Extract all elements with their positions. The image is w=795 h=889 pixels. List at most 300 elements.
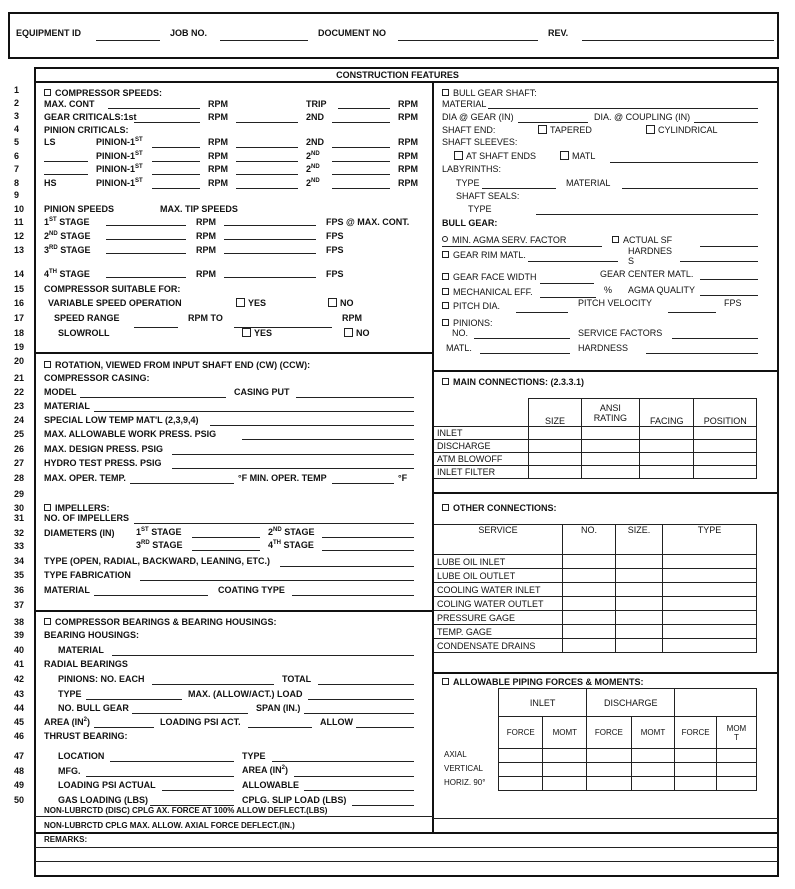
pinion-2nd-pre[interactable] <box>236 147 298 148</box>
gear-rim-label: GEAR RIM MATL. <box>442 250 526 260</box>
gas-loading-label: GAS LOADING (LBS) <box>58 795 148 805</box>
col-position: POSITION <box>694 399 757 427</box>
speed-range-label: SPEED RANGE <box>54 313 120 323</box>
main-conn-cell[interactable] <box>581 466 639 479</box>
col-size: SIZE <box>529 399 581 427</box>
rpm-label: RPM <box>398 178 418 188</box>
other-conn-row <box>434 597 757 611</box>
max-cont-label: MAX. CONT <box>44 99 95 109</box>
piping-sub-header: FORCE <box>675 717 717 749</box>
col-service: SERVICE <box>434 525 563 555</box>
radial-type-field[interactable] <box>86 699 182 700</box>
face-width-label: GEAR FACE WIDTH <box>442 272 537 282</box>
piping-cell[interactable] <box>587 749 631 763</box>
pinion-1st-field[interactable] <box>152 188 200 189</box>
line-number: 41 <box>14 659 25 669</box>
main-conn-cell[interactable] <box>694 440 757 453</box>
checkbox-icon <box>560 151 569 160</box>
max-design-label: MAX. DESIGN PRESS. PSIG <box>44 444 164 454</box>
labyrinth-type-label: TYPE <box>456 178 480 188</box>
left-divider-1 <box>35 352 433 354</box>
piping-row-label: VERTICAL <box>444 764 483 773</box>
other-conn-cell[interactable] <box>616 583 663 597</box>
other-conn-row <box>434 555 757 569</box>
other-conn-cell[interactable] <box>616 569 663 583</box>
stage-label: 4TH STAGE <box>44 269 90 279</box>
piping-row-label: HORIZ. 90° <box>444 778 486 787</box>
face-width-field[interactable] <box>540 283 594 284</box>
type-fabrication-field[interactable] <box>140 580 414 581</box>
rpm-label: RPM <box>398 151 418 161</box>
max-oper-temp-field[interactable] <box>130 483 234 484</box>
hydro-test-field[interactable] <box>172 468 414 469</box>
actual-sf-field[interactable] <box>700 246 758 247</box>
bull-gear-heading: BULL GEAR SHAFT: <box>442 88 537 98</box>
group-inlet: INLET <box>499 689 587 717</box>
stage-tip-field[interactable] <box>224 239 316 240</box>
checkbox-icon <box>538 125 547 134</box>
other-conn-cell[interactable] <box>663 569 757 583</box>
slowroll-yes[interactable]: YES <box>242 328 272 338</box>
piping-cell[interactable] <box>499 749 543 763</box>
diameters-label: DIAMETERS (IN) <box>44 528 115 538</box>
pinion-matl-label: MATL. <box>446 343 472 353</box>
piping-cell[interactable] <box>716 777 756 791</box>
impeller-type-label: TYPE (OPEN, RADIAL, BACKWARD, LEANING, ETC.) <box>44 556 271 566</box>
job-no-field[interactable] <box>220 40 308 41</box>
pinion-2nd-pre[interactable] <box>236 188 298 189</box>
line-number: 30 <box>14 503 25 513</box>
line-number: 15 <box>14 284 25 294</box>
special-low-temp-field[interactable] <box>210 425 414 426</box>
rev-field[interactable] <box>582 40 774 41</box>
tapered-option[interactable]: TAPERED <box>538 125 592 135</box>
line-number: 21 <box>14 373 25 383</box>
seal-type-label: TYPE <box>468 204 492 214</box>
other-conn-cell[interactable] <box>616 555 663 569</box>
pinion-criticals-label: PINION CRITICALS: <box>44 125 129 135</box>
pinion-2nd-field[interactable] <box>332 161 390 162</box>
main-conn-service: ATM BLOWOFF <box>434 453 529 466</box>
loading-psi-act-field[interactable] <box>248 727 312 728</box>
pinions-no-each-label: PINIONS: NO. EACH <box>58 674 145 684</box>
piping-cell[interactable] <box>675 763 717 777</box>
no-bull-gear-label: NO. BULL GEAR <box>58 703 129 713</box>
gear-critical-2nd-pre[interactable] <box>236 122 298 123</box>
checkbox-icon <box>328 298 337 307</box>
pinion-matl-field[interactable] <box>480 353 570 354</box>
hardness-s-label: S <box>628 256 635 266</box>
total-label: TOTAL <box>282 674 312 684</box>
piping-cell[interactable] <box>675 777 717 791</box>
piping-cell[interactable] <box>631 763 675 777</box>
percent-label: % <box>604 285 613 295</box>
dia-2nd-stage-label: 2ND STAGE <box>268 527 315 537</box>
other-conn-cell[interactable] <box>663 555 757 569</box>
special-low-temp-label: SPECIAL LOW TEMP MAT'L (2,3,9,4) <box>44 415 199 425</box>
stage-label: 2ND STAGE <box>44 231 91 241</box>
other-conn-cell[interactable] <box>616 611 663 625</box>
other-conn-cell[interactable] <box>563 555 616 569</box>
line-number: 24 <box>14 415 25 425</box>
other-conn-cell[interactable] <box>663 639 757 653</box>
rpm-label: RPM <box>196 231 216 241</box>
allowable-label: ALLOWABLE <box>242 780 299 790</box>
center-matl-label: GEAR CENTER MATL. <box>600 269 694 279</box>
other-conn-cell[interactable] <box>616 639 663 653</box>
main-conn-cell[interactable] <box>640 440 694 453</box>
impeller-material-label: MATERIAL <box>44 585 90 595</box>
pinions-no-label: NO. <box>452 328 469 338</box>
pinion-1st-label: PINION-1ST <box>96 151 143 161</box>
line-number: 12 <box>14 231 25 241</box>
loading-psi-actual-label: LOADING PSI ACTUAL <box>58 780 156 790</box>
blank-header-cell <box>434 399 529 427</box>
line-number: 26 <box>14 444 25 454</box>
pinion-1st-label: PINION-1ST <box>96 137 143 147</box>
cplg-slip-label: CPLG. SLIP LOAD (LBS) <box>242 795 347 805</box>
rpm-label: RPM <box>342 313 362 323</box>
pinion-1st-label: PINION-1ST <box>96 164 143 174</box>
main-conn-cell[interactable] <box>581 427 639 440</box>
pitch-velocity-field[interactable] <box>668 312 716 313</box>
main-conn-cell[interactable] <box>640 427 694 440</box>
max-design-field[interactable] <box>172 454 414 455</box>
service-factors-field[interactable] <box>672 338 758 339</box>
dia-coupling-label: DIA. @ COUPLING (IN) <box>594 112 691 122</box>
impeller-material-field[interactable] <box>94 595 208 596</box>
main-conn-cell[interactable] <box>529 440 581 453</box>
pinion-2nd-field[interactable] <box>332 188 390 189</box>
agma-quality-label: AGMA QUALITY <box>628 285 696 295</box>
stage-speed-field[interactable] <box>106 277 186 278</box>
other-conn-cell[interactable] <box>563 583 616 597</box>
main-conn-cell[interactable] <box>640 453 694 466</box>
other-conn-cell[interactable] <box>663 583 757 597</box>
bull-material-label: MATERIAL <box>442 99 487 109</box>
other-conn-service: TEMP. GAGE <box>434 625 563 639</box>
piping-cell[interactable] <box>499 777 543 791</box>
casing-material-field[interactable] <box>94 411 414 412</box>
main-conn-cell[interactable] <box>581 453 639 466</box>
main-connections-table <box>434 398 757 479</box>
speed-range-from-field[interactable] <box>134 327 178 328</box>
other-conn-cell[interactable] <box>663 597 757 611</box>
pitch-fps-label: FPS <box>724 298 742 308</box>
other-conn-cell[interactable] <box>663 611 757 625</box>
line-number: 3 <box>14 111 20 121</box>
deg-f-label: °F <box>398 473 408 483</box>
impeller-type-field[interactable] <box>280 566 414 567</box>
piping-cell[interactable] <box>716 749 756 763</box>
other-conn-cell[interactable] <box>616 625 663 639</box>
area-label: AREA $(IN^2)$ <box>44 717 91 727</box>
line-number: 9 <box>14 190 20 200</box>
seal-type-field[interactable] <box>536 214 758 215</box>
dia-4th-stage-field[interactable] <box>322 550 414 551</box>
cplg-slip-field[interactable] <box>352 805 414 806</box>
gear-critical-1st-field[interactable] <box>134 122 200 123</box>
fps-label: FPS <box>326 245 344 255</box>
stage-label: 3RD STAGE <box>44 245 91 255</box>
allow-label: ALLOW <box>320 717 353 727</box>
main-conn-service: INLET FILTER <box>434 466 529 479</box>
checkbox-icon <box>646 125 655 134</box>
piping-row <box>499 777 757 791</box>
mfg-field[interactable] <box>86 776 234 777</box>
span-label: SPAN (IN.) <box>256 703 301 713</box>
bearings-heading: COMPRESSOR BEARINGS & BEARING HOUSINGS: <box>44 617 277 627</box>
loading-psi-act-label: LOADING PSI ACT. <box>160 717 241 727</box>
dia-2nd-stage-field[interactable] <box>322 537 414 538</box>
pinion-2nd-field[interactable] <box>332 174 390 175</box>
main-conn-row <box>434 466 757 479</box>
other-connections-table <box>434 524 757 653</box>
slowroll-label: SLOWROLL <box>58 328 110 338</box>
stage-tip-field[interactable] <box>224 225 316 226</box>
span-field[interactable] <box>304 713 414 714</box>
other-conn-cell[interactable] <box>563 569 616 583</box>
other-conn-cell[interactable] <box>616 597 663 611</box>
rpm-label: RPM <box>208 112 228 122</box>
other-conn-cell[interactable] <box>663 625 757 639</box>
stage-tip-field[interactable] <box>224 253 316 254</box>
min-agma-field[interactable] <box>442 246 602 247</box>
hardness-label: HARDNES <box>628 246 673 256</box>
matl-option[interactable]: MATL <box>560 151 595 161</box>
sleeve-matl-field[interactable] <box>610 162 758 163</box>
pinion-2nd-pre[interactable] <box>236 161 298 162</box>
max-cont-field[interactable] <box>108 108 200 109</box>
pinions-no-each-field[interactable] <box>152 684 274 685</box>
casing-put-field[interactable] <box>296 397 414 398</box>
actual-sf-label: ACTUAL SF <box>612 235 672 245</box>
service-factors-label: SERVICE FACTORS <box>578 328 663 338</box>
hydro-test-label: HYDRO TEST PRESS. PSIG <box>44 458 162 468</box>
labyrinth-type-field[interactable] <box>482 188 556 189</box>
line-number: 8 <box>14 178 20 188</box>
location-field[interactable] <box>110 761 234 762</box>
non-lubr-disc-label: NON-LUBRCTD (DISC) CPLG AX. FORCE AT 100% ALLOW DEFLECT.(LBS) <box>44 806 328 815</box>
thrust-type-field[interactable] <box>272 761 414 762</box>
line-number: 18 <box>14 328 25 338</box>
header-box <box>8 12 779 59</box>
line-number: 17 <box>14 313 25 323</box>
main-conn-cell[interactable] <box>694 466 757 479</box>
other-conn-row <box>434 611 757 625</box>
fps-label: FPS <box>326 269 344 279</box>
dia-3rd-stage-field[interactable] <box>192 550 260 551</box>
allowable-field[interactable] <box>304 790 414 791</box>
stage-speed-field[interactable] <box>106 225 186 226</box>
piping-sub-header: MOMT <box>631 717 675 749</box>
remarks-line-2[interactable] <box>35 861 778 862</box>
rpm-to-label: RPM TO <box>188 313 223 323</box>
main-conn-cell[interactable] <box>640 466 694 479</box>
cylindrical-option[interactable]: CYLINDRICAL <box>646 125 718 135</box>
max-tip-speeds-label: MAX. TIP SPEEDS <box>160 204 238 214</box>
line-number: 37 <box>14 600 25 610</box>
line-number: 27 <box>14 458 25 468</box>
line-number: 42 <box>14 674 25 684</box>
max-allow-load-field[interactable] <box>308 699 414 700</box>
line-number: 49 <box>14 780 25 790</box>
dia-3rd-stage-label: 3RD STAGE <box>136 540 183 550</box>
piping-cell[interactable] <box>631 777 675 791</box>
pinion-hardness-field[interactable] <box>646 353 758 354</box>
pinion-2nd-label: 2ND <box>306 164 320 174</box>
stage-speed-field[interactable] <box>106 253 186 254</box>
other-conn-row <box>434 625 757 639</box>
allow-field[interactable] <box>356 727 414 728</box>
impellers-heading: IMPELLERS: <box>44 503 110 513</box>
type-fabrication-label: TYPE FABRICATION <box>44 570 131 580</box>
radial-type-label: TYPE <box>58 689 82 699</box>
checkbox-icon <box>236 298 245 307</box>
piping-cell[interactable] <box>499 763 543 777</box>
variable-speed-no[interactable]: NO <box>328 298 354 308</box>
piping-cell[interactable] <box>543 777 587 791</box>
remarks-label: REMARKS: <box>44 835 88 844</box>
pinion-row-blank[interactable] <box>44 174 88 175</box>
no-of-impellers-field[interactable] <box>134 523 414 524</box>
pinion-row-label: HS <box>44 178 57 188</box>
pitch-dia-field[interactable] <box>516 312 568 313</box>
other-conn-cell[interactable] <box>563 625 616 639</box>
line-number: 39 <box>14 630 25 640</box>
remarks-line-1[interactable] <box>35 847 778 848</box>
main-conn-row <box>434 427 757 440</box>
pinion-row-label: LS <box>44 137 56 147</box>
document-no-field[interactable] <box>398 40 538 41</box>
other-conn-cell[interactable] <box>563 597 616 611</box>
pinion-2nd-field[interactable] <box>332 147 390 148</box>
line-number: 25 <box>14 429 25 439</box>
dia-coupling-field[interactable] <box>694 122 758 123</box>
model-label: MODEL <box>44 387 77 397</box>
coating-type-field[interactable] <box>292 595 414 596</box>
main-conn-cell[interactable] <box>694 427 757 440</box>
pinion-1st-field[interactable] <box>152 147 200 148</box>
pinion-1st-field[interactable] <box>152 174 200 175</box>
total-field[interactable] <box>318 684 414 685</box>
piping-row <box>499 749 757 763</box>
checkbox-icon <box>454 151 463 160</box>
rpm-label: RPM <box>208 99 228 109</box>
dia-gear-field[interactable] <box>518 122 588 123</box>
variable-speed-yes[interactable]: YES <box>236 298 266 308</box>
line-number: 43 <box>14 689 25 699</box>
min-oper-temp-label: °F MIN. OPER. TEMP <box>238 473 327 483</box>
document-no-label: DOCUMENT NO <box>318 28 386 38</box>
main-conn-cell[interactable] <box>529 453 581 466</box>
model-field[interactable] <box>80 397 226 398</box>
piping-cell[interactable] <box>587 763 631 777</box>
no-bull-gear-field[interactable] <box>132 713 248 714</box>
center-matl-field[interactable] <box>700 279 758 280</box>
piping-cell[interactable] <box>543 749 587 763</box>
main-conn-service: DISCHARGE <box>434 440 529 453</box>
piping-table <box>498 688 757 791</box>
piping-cell[interactable] <box>716 763 756 777</box>
thrust-area-field[interactable] <box>294 776 414 777</box>
trip-field[interactable] <box>338 108 390 109</box>
other-conn-cell[interactable] <box>563 639 616 653</box>
line-number: 10 <box>14 204 25 214</box>
max-allow-load-label: MAX. (ALLOW/ACT.) LOAD <box>188 689 303 699</box>
col-size: SIZE. <box>616 525 663 555</box>
max-allow-work-field[interactable] <box>242 439 414 440</box>
gear-rim-field[interactable] <box>528 261 618 262</box>
main-conn-cell[interactable] <box>529 466 581 479</box>
stage-tip-field[interactable] <box>224 277 316 278</box>
equipment-id-field[interactable] <box>96 40 160 41</box>
slowroll-no[interactable]: NO <box>344 328 370 338</box>
gear-critical-2nd-field[interactable] <box>332 122 390 123</box>
variable-speed-label: VARIABLE SPEED OPERATION <box>48 298 182 308</box>
pinion-2nd-pre[interactable] <box>236 174 298 175</box>
rpm-label: RPM <box>398 137 418 147</box>
line-number: 44 <box>14 703 25 713</box>
at-shaft-ends-option[interactable]: AT SHAFT ENDS <box>454 151 536 161</box>
line-number: 33 <box>14 541 25 551</box>
line-number: 16 <box>14 298 25 308</box>
trip-label: TRIP <box>306 99 327 109</box>
other-conn-row <box>434 569 757 583</box>
rpm-label: RPM <box>196 269 216 279</box>
loading-psi-actual-field[interactable] <box>162 790 234 791</box>
shaft-end-label: SHAFT END: <box>442 125 496 135</box>
casing-label: COMPRESSOR CASING: <box>44 373 150 383</box>
thrust-bearing-label: THRUST BEARING: <box>44 731 128 741</box>
pinions-no-field[interactable] <box>474 338 570 339</box>
main-conn-cell[interactable] <box>529 427 581 440</box>
hardness-field[interactable] <box>680 261 758 262</box>
col-type: TYPE <box>663 525 757 555</box>
line-number: 6 <box>14 151 20 161</box>
rev-label: REV. <box>548 28 569 38</box>
no-of-impellers-label: NO. OF IMPELLERS <box>44 513 130 523</box>
max-allow-work-label: MAX. ALLOWABLE WORK PRESS. PSIG <box>44 429 217 439</box>
agma-quality-field[interactable] <box>700 295 758 296</box>
main-conn-cell[interactable] <box>581 440 639 453</box>
area-field[interactable] <box>94 727 154 728</box>
housing-material-field[interactable] <box>112 655 414 656</box>
piping-cell[interactable] <box>587 777 631 791</box>
main-conn-cell[interactable] <box>694 453 757 466</box>
piping-sub-header: MOMT <box>543 717 587 749</box>
bull-material-field[interactable] <box>488 108 758 109</box>
main-conn-row <box>434 453 757 466</box>
dia-1st-stage-field[interactable] <box>192 537 260 538</box>
min-oper-temp-field[interactable] <box>332 483 394 484</box>
other-conn-service: CONDENSATE DRAINS <box>434 639 563 653</box>
pinion-1st-field[interactable] <box>152 161 200 162</box>
piping-cell[interactable] <box>543 763 587 777</box>
line-number: 14 <box>14 269 25 279</box>
labyrinth-material-field[interactable] <box>622 188 758 189</box>
piping-cell[interactable] <box>675 749 717 763</box>
other-conn-cell[interactable] <box>563 611 616 625</box>
rpm-label: RPM <box>398 164 418 174</box>
piping-cell[interactable] <box>631 749 675 763</box>
casing-put-label: CASING PUT <box>234 387 290 397</box>
labyrinths-label: LABYRINTHS: <box>442 164 502 174</box>
coating-type-label: COATING TYPE <box>218 585 285 595</box>
line-number: 29 <box>14 489 25 499</box>
stage-speed-field[interactable] <box>106 239 186 240</box>
pinion-row-blank[interactable] <box>44 161 88 162</box>
